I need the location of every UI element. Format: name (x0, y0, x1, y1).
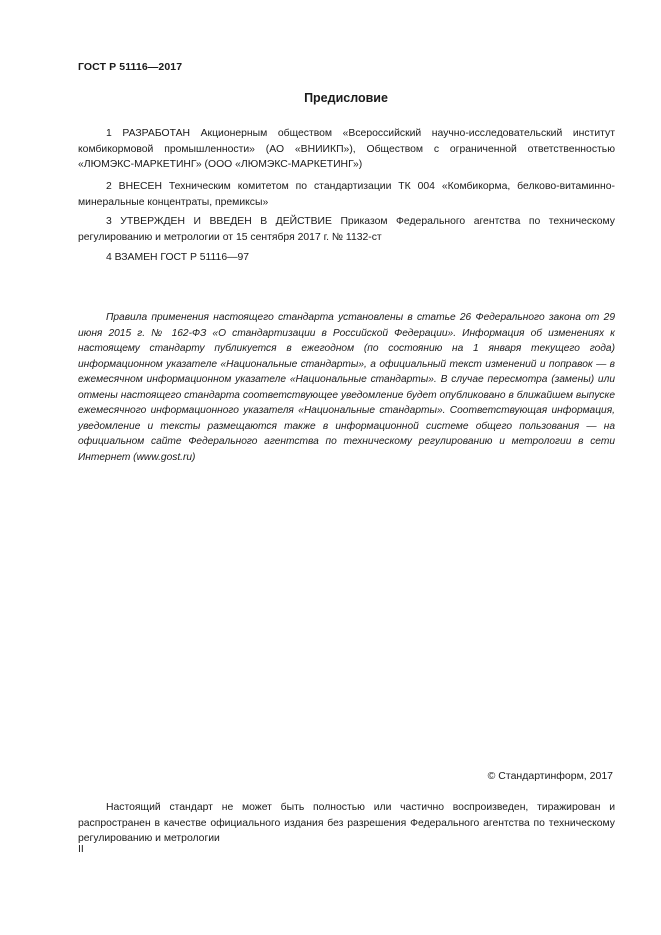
copyright-line: © Стандартинформ, 2017 (487, 770, 613, 782)
page-number: II (78, 843, 84, 855)
foreword-item-4: 4 ВЗАМЕН ГОСТ Р 51116—97 (106, 252, 250, 263)
foreword-item-2: 2 ВНЕСЕН Техническим комитетом по стандартизации ТК 004 «Комбикорма, белково-витаминно-минеральные концентраты, премиксы» (78, 181, 615, 208)
rules-note: Правила применения настоящего стандарта установлены в статье 26 Федерального закона от 29 июня 2015 г. № 162-ФЗ «О стандартизации в Российской Федерации». Информация об изменениях к настоящему стандарту публикуется в ежегодном (по состоянию на 1 января текущего года) информационном указателе «Национальные стандарты», а официальный текст изменений и поправок — в ежемесячном информационном указателе «Национальные стандарты». В случае пересмотра (замены) или отмены настоящего стандарта соответствующее уведомление будет опубликовано в ближайшем выпуске ежемесячного информационного указателя «Национальные стандарты». Соответствующая информация, уведомление и тексты размещаются также в информационной системе общего пользования — на официальном сайте Федерального агентства по техническому регулированию и метрологии в сети Интернет (www.gost.ru) (78, 312, 615, 463)
foreword-item-1: 1 РАЗРАБОТАН Акционерным обществом «Всероссийский научно-исследовательский институт комбикормовой промышленности» (АО «ВНИИКП»), Обществом с ограниченной ответственностью «ЛЮМЭКС-МАРКЕТИНГ» (ООО «ЛЮМЭКС-МАРКЕТИНГ») (78, 128, 615, 170)
section-title: Предисловие (304, 91, 388, 105)
standard-code-header: ГОСТ Р 51116—2017 (78, 61, 183, 73)
foreword-item-3: 3 УТВЕРЖДЕН И ВВЕДЕН В ДЕЙСТВИЕ Приказом Федерального агентства по техническому регулированию и метрологии от 15 сентября 2017 г. № 1132-ст (78, 216, 615, 243)
reproduction-notice: Настоящий стандарт не может быть полностью или частично воспроизведен, тиражирован и распространен в качестве официального издания без разрешения Федерального агентства по техническому регулированию и метрологии (78, 802, 615, 844)
